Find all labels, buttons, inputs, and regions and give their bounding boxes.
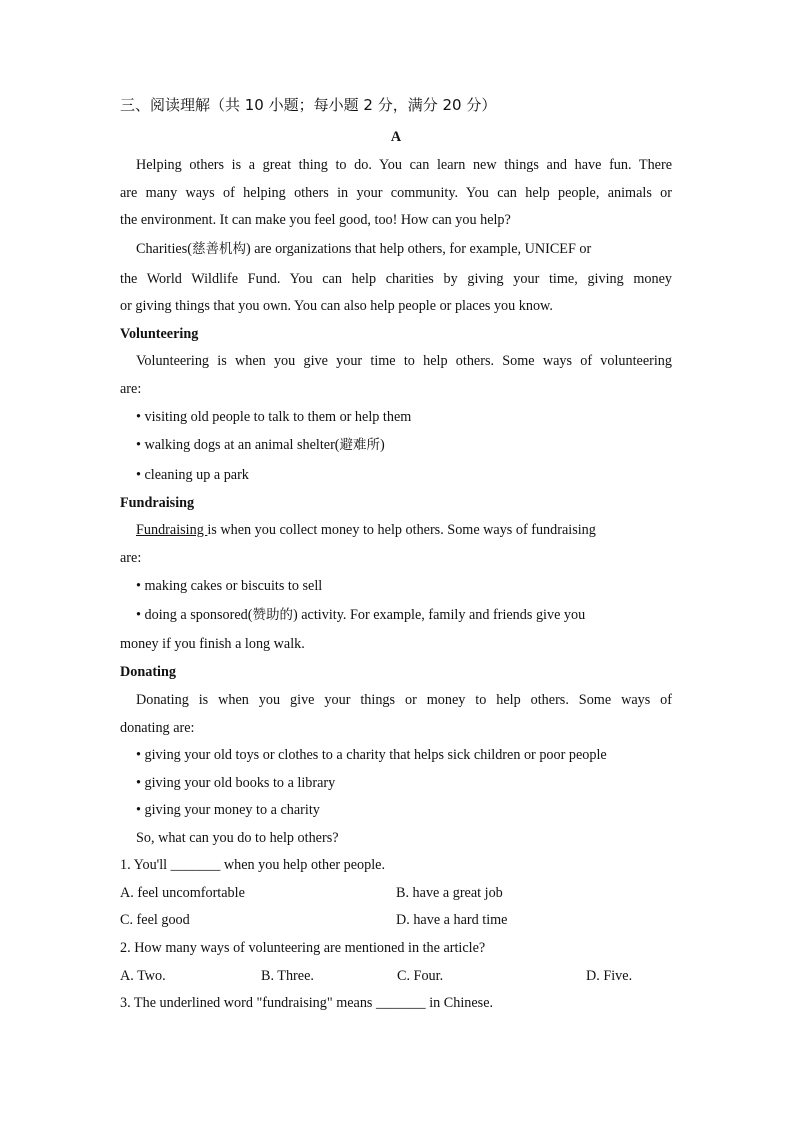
charities-text-b: ) are organizations that help others, for example, UNICEF or: [245, 241, 592, 257]
volunteering-bullet-2-text: • walking dogs at an animal shelter(: [136, 437, 340, 453]
volunteering-bullet-3: • cleaning up a park: [136, 467, 249, 483]
fundraising-bullet-2-cjk: 赞助的: [252, 607, 293, 623]
volunteering-bullet-2: [136, 436, 672, 454]
intro-line-1: Helping others is a great thing to do. You can learn new things and have fun. There: [136, 157, 672, 173]
fundraising-bullet-2-rest: ) activity. For example, family and friends give you: [292, 607, 586, 623]
section-title: 三、阅读理解（共 10 小题；每小题 2 分，满分 20 分）: [120, 96, 497, 114]
donating-line-1: Donating is when you give your things or money to help others. Some ways of: [136, 692, 672, 708]
fundraising-line-2: are:: [120, 550, 142, 566]
charities-text-a: Charities(: [136, 241, 192, 257]
volunteering-bullet-2-close: ): [380, 437, 385, 453]
question-1-option-b: B. have a great job: [396, 885, 503, 901]
volunteering-bullet-2-cjk: 避难所: [339, 437, 381, 453]
charities-line-1: [136, 240, 672, 258]
question-1-option-a: A. feel uncomfortable: [120, 885, 245, 901]
donating-closing: So, what can you do to help others?: [136, 830, 339, 846]
charities-line-3: or giving things that you own. You can also help people or places you know.: [120, 298, 553, 314]
fundraising-underlined-word: Fundraising: [136, 522, 208, 538]
volunteering-heading: Volunteering: [120, 326, 199, 342]
volunteering-line-1: Volunteering is when you give your time to help others. Some ways of volunteering: [136, 353, 672, 369]
donating-bullet-2: • giving your old books to a library: [136, 775, 336, 791]
question-2-stem: 2. How many ways of volunteering are mentioned in the article?: [120, 940, 486, 956]
donating-heading: Donating: [120, 664, 176, 680]
question-1-option-c: C. feel good: [120, 912, 190, 928]
question-2-option-a: A. Two.: [120, 968, 166, 984]
donating-bullet-3: • giving your money to a charity: [136, 802, 320, 818]
donating-bullet-1: • giving your old toys or clothes to a charity that helps sick children or poor people: [136, 747, 607, 763]
passage-label: A: [390, 129, 402, 145]
fundraising-line-last: money if you finish a long walk.: [120, 636, 305, 652]
fundraising-bullet-1: • making cakes or biscuits to sell: [136, 578, 323, 594]
fundraising-heading: Fundraising: [120, 495, 195, 511]
fundraising-bullet-2: [136, 606, 672, 624]
donating-line-2: donating are:: [120, 720, 195, 736]
question-2-option-d: D. Five.: [586, 968, 633, 984]
question-1-stem: 1. You'll _______ when you help other people.: [120, 857, 386, 873]
volunteering-bullet-1: • visiting old people to talk to them or help them: [136, 409, 412, 425]
fundraising-line-1: [136, 521, 672, 539]
charities-cjk-gloss: 慈善机构: [191, 241, 246, 257]
intro-line-2: are many ways of helping others in your community. You can help people, animals or: [120, 185, 672, 201]
volunteering-line-2: are:: [120, 381, 142, 397]
fundraising-line-1-rest: is when you collect money to help others. Some ways of fundraising: [207, 522, 596, 538]
question-3-stem: 3. The underlined word "fundraising" means _______ in Chinese.: [120, 995, 494, 1011]
fundraising-bullet-2-text: • doing a sponsored(: [136, 607, 253, 623]
intro-line-3: the environment. It can make you feel good, too! How can you help?: [120, 212, 511, 228]
charities-line-2: the World Wildlife Fund. You can help charities by giving your time, giving money: [120, 271, 672, 287]
question-2-option-b: B. Three.: [261, 968, 314, 984]
question-1-option-d: D. have a hard time: [396, 912, 508, 928]
question-2-option-c: C. Four.: [397, 968, 444, 984]
